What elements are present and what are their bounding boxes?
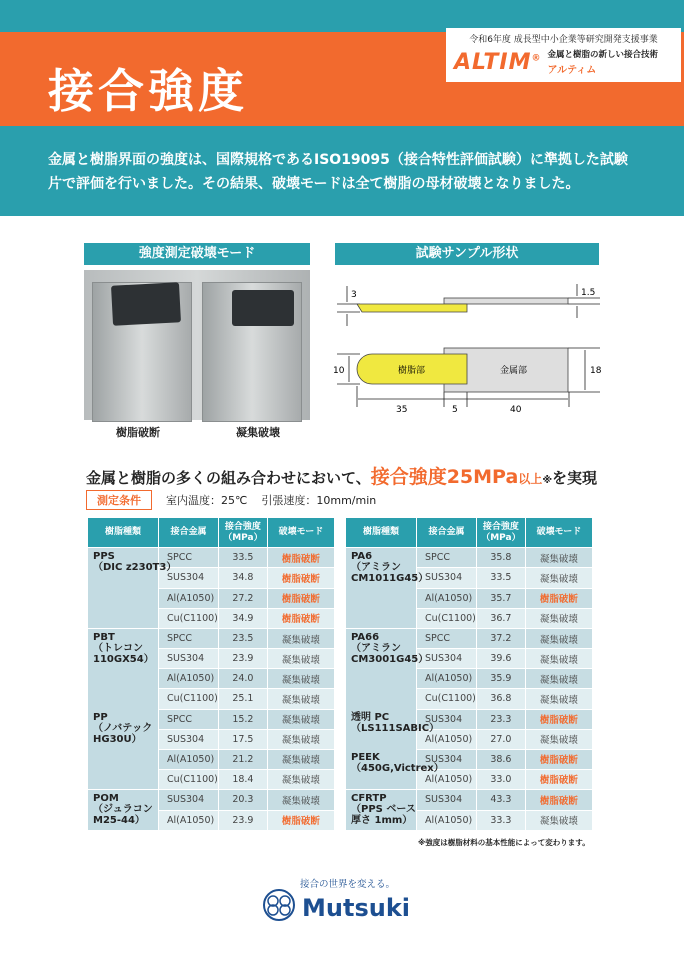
column-header: 接合強度 （MPa） bbox=[477, 518, 525, 548]
resin-type-label: PPS （DIC z230T3） bbox=[93, 551, 177, 573]
failure-mode-cell: 樹脂破断 bbox=[526, 750, 592, 770]
column-header: 樹脂種類 bbox=[346, 518, 416, 548]
mutsuki-logo bbox=[262, 878, 410, 922]
metal-cell: SUS304 bbox=[159, 568, 218, 588]
metal-cell: Al(A1050) bbox=[417, 589, 476, 609]
strength-cell: 23.5 bbox=[219, 629, 267, 649]
metal-cell: SUS304 bbox=[417, 568, 476, 588]
resin-type-cell bbox=[88, 790, 158, 831]
failure-mode-cell: 樹脂破断 bbox=[526, 790, 592, 811]
table-row bbox=[346, 629, 592, 649]
resin-type-label: PBT （トレコン 110GX54） bbox=[93, 632, 154, 665]
svg-text:1.5: 1.5 bbox=[581, 288, 596, 298]
metal-cell: SPCC bbox=[417, 629, 476, 649]
failure-mode-cell: 凝集破壊 bbox=[268, 629, 334, 649]
column-header: 接合金属 bbox=[159, 518, 218, 548]
metal-cell: SUS304 bbox=[159, 649, 218, 669]
table-row bbox=[346, 548, 592, 568]
photo-section-title: 強度測定破壊モード bbox=[84, 243, 310, 265]
strength-cell: 18.4 bbox=[219, 770, 267, 790]
failure-mode-cell: 凝集破壊 bbox=[268, 750, 334, 770]
svg-text:3: 3 bbox=[351, 290, 357, 300]
strength-cell: 36.7 bbox=[477, 609, 525, 629]
metal-cell: Al(A1050) bbox=[417, 770, 476, 790]
column-header: 接合強度 （MPa） bbox=[219, 518, 267, 548]
resin-type-label: CFRTP （PPS ベース 厚さ 1mm） bbox=[351, 793, 416, 826]
table-row bbox=[88, 629, 334, 649]
metal-cell: Al(A1050) bbox=[159, 589, 218, 609]
failure-mode-cell: 樹脂破断 bbox=[268, 609, 334, 629]
failure-mode-cell: 凝集破壊 bbox=[268, 689, 334, 709]
company-name: Mutsuki bbox=[302, 894, 410, 922]
failure-mode-cell: 凝集破壊 bbox=[526, 689, 592, 709]
failure-mode-cell: 樹脂破断 bbox=[268, 811, 334, 832]
strength-cell: 33.5 bbox=[219, 548, 267, 568]
test-conditions bbox=[86, 490, 376, 510]
metal-cell: Al(A1050) bbox=[417, 730, 476, 750]
strength-cell: 24.0 bbox=[219, 669, 267, 689]
strength-cell: 34.9 bbox=[219, 609, 267, 629]
failure-mode-cell: 凝集破壊 bbox=[526, 548, 592, 568]
results-table-left bbox=[87, 518, 335, 831]
caption-resin-fracture: 樹脂破断 bbox=[116, 426, 160, 439]
altim-kana: アルティム bbox=[547, 65, 597, 76]
metal-cell: SUS304 bbox=[159, 730, 218, 750]
altim-badge bbox=[446, 28, 681, 82]
strength-cell: 23.9 bbox=[219, 811, 267, 832]
failure-mode-cell: 樹脂破断 bbox=[268, 589, 334, 609]
failure-mode-cell: 凝集破壊 bbox=[526, 629, 592, 649]
strength-cell: 33.0 bbox=[477, 770, 525, 790]
table-row bbox=[88, 790, 334, 811]
metal-cell: Al(A1050) bbox=[159, 811, 218, 832]
failure-mode-cell: 凝集破壊 bbox=[526, 811, 592, 832]
resin-type-label: PA66 （アミラン CM3001G45） bbox=[351, 632, 429, 665]
failure-mode-cell: 凝集破壊 bbox=[526, 609, 592, 629]
resin-type-cell bbox=[346, 548, 429, 629]
strength-cell: 17.5 bbox=[219, 730, 267, 750]
resin-type-cell bbox=[346, 790, 416, 831]
metal-cell: SUS304 bbox=[417, 649, 476, 669]
failure-mode-cell: 凝集破壊 bbox=[526, 568, 592, 588]
metal-cell: SUS304 bbox=[417, 710, 476, 730]
metal-cell: Cu(C1100) bbox=[159, 689, 218, 709]
intro-text: 金属と樹脂界面の強度は、国際規格であるISO19095（接合特性評価試験）に準拠した試験片で評価を行いました。その結果、破壊モードは全て樹脂の母材破壊となりました。 bbox=[0, 126, 684, 216]
svg-text:18: 18 bbox=[590, 366, 602, 376]
program-name: 令和6年度 成長型中小企業等研究開発支援事業 bbox=[469, 35, 658, 45]
mutsuki-emblem-icon bbox=[262, 888, 296, 922]
failure-mode-cell: 樹脂破断 bbox=[526, 589, 592, 609]
metal-cell: SPCC bbox=[159, 629, 218, 649]
svg-text:40: 40 bbox=[510, 405, 522, 415]
headline: 金属と樹脂の多くの組み合わせにおいて、接合強度25MPa以上※を実現 bbox=[86, 466, 598, 488]
failure-mode-cell: 樹脂破断 bbox=[526, 710, 592, 730]
failure-mode-cell: 凝集破壊 bbox=[268, 649, 334, 669]
table-row bbox=[88, 548, 334, 568]
failure-mode-cell: 凝集破壊 bbox=[526, 669, 592, 689]
page-title: 接合強度 bbox=[48, 64, 248, 118]
resin-type-label: POM （ジュラコン M25-44） bbox=[93, 793, 153, 826]
svg-text:35: 35 bbox=[396, 405, 408, 415]
metal-cell: SPCC bbox=[159, 710, 218, 730]
slogan: 接合の世界を変える。 bbox=[300, 879, 396, 890]
altim-tagline: 金属と樹脂の新しい接合技術 bbox=[547, 50, 659, 60]
failure-mode-cell: 凝集破壊 bbox=[268, 730, 334, 750]
strength-cell: 23.3 bbox=[477, 710, 525, 730]
resin-part-label: 樹脂部 bbox=[398, 366, 426, 376]
resin-type-label: PA6 （アミラン CM1011G45） bbox=[351, 551, 429, 584]
tensile-speed: 引張速度：10mm/min bbox=[261, 494, 377, 507]
svg-text:10: 10 bbox=[333, 366, 345, 376]
resin-type-label: PP （ノバテック HG30U） bbox=[93, 712, 153, 745]
metal-cell: SPCC bbox=[159, 548, 218, 568]
strength-cell: 35.9 bbox=[477, 669, 525, 689]
sample-shape-diagram bbox=[330, 270, 610, 420]
metal-cell: Cu(C1100) bbox=[417, 689, 476, 709]
strength-cell: 35.7 bbox=[477, 589, 525, 609]
metal-cell: Al(A1050) bbox=[159, 669, 218, 689]
table-row bbox=[346, 790, 592, 811]
strength-cell: 25.1 bbox=[219, 689, 267, 709]
fracture-photo bbox=[84, 270, 310, 420]
strength-cell: 35.8 bbox=[477, 548, 525, 568]
metal-cell: Al(A1050) bbox=[417, 669, 476, 689]
room-temperature: 室内温度：25℃ bbox=[166, 494, 248, 507]
metal-cell: SUS304 bbox=[417, 750, 476, 770]
metal-cell: Al(A1050) bbox=[417, 811, 476, 832]
failure-mode-cell: 凝集破壊 bbox=[526, 730, 592, 750]
failure-mode-cell: 凝集破壊 bbox=[526, 649, 592, 669]
failure-mode-cell: 樹脂破断 bbox=[526, 770, 592, 790]
strength-cell: 23.9 bbox=[219, 649, 267, 669]
failure-mode-cell: 樹脂破断 bbox=[268, 548, 334, 568]
strength-cell: 21.2 bbox=[219, 750, 267, 770]
resin-type-cell bbox=[88, 548, 177, 629]
failure-mode-cell: 凝集破壊 bbox=[268, 790, 334, 811]
altim-logo: ALTIM® bbox=[454, 50, 542, 75]
svg-text:5: 5 bbox=[452, 405, 458, 415]
failure-mode-cell: 凝集破壊 bbox=[268, 770, 334, 790]
metal-cell: SPCC bbox=[417, 548, 476, 568]
failure-mode-cell: 凝集破壊 bbox=[268, 710, 334, 730]
column-header: 接合金属 bbox=[417, 518, 476, 548]
strength-cell: 20.3 bbox=[219, 790, 267, 811]
strength-cell: 27.0 bbox=[477, 730, 525, 750]
metal-cell: Cu(C1100) bbox=[417, 609, 476, 629]
column-header: 樹脂種類 bbox=[88, 518, 158, 548]
strength-cell: 37.2 bbox=[477, 629, 525, 649]
column-header: 破壊モード bbox=[526, 518, 592, 548]
resin-type-label: 透明 PC （LS111SABIC） bbox=[351, 712, 440, 734]
metal-part-label: 金属部 bbox=[500, 366, 528, 376]
strength-cell: 39.6 bbox=[477, 649, 525, 669]
metal-cell: Cu(C1100) bbox=[159, 609, 218, 629]
strength-cell: 36.8 bbox=[477, 689, 525, 709]
strength-cell: 27.2 bbox=[219, 589, 267, 609]
strength-cell: 38.6 bbox=[477, 750, 525, 770]
strength-cell: 34.8 bbox=[219, 568, 267, 588]
strength-cell: 15.2 bbox=[219, 710, 267, 730]
metal-cell: Cu(C1100) bbox=[159, 770, 218, 790]
strength-cell: 33.3 bbox=[477, 811, 525, 832]
metal-cell: Al(A1050) bbox=[159, 750, 218, 770]
footnote: ※強度は樹脂材料の基本性能によって変わります。 bbox=[418, 838, 590, 847]
results-table-right bbox=[345, 518, 593, 831]
resin-type-cell bbox=[88, 629, 158, 790]
resin-type-label: PEEK （450G,Victrex） bbox=[351, 752, 444, 774]
column-header: 破壊モード bbox=[268, 518, 334, 548]
failure-mode-cell: 樹脂破断 bbox=[268, 568, 334, 588]
sample-section-title: 試験サンプル形状 bbox=[335, 243, 599, 265]
failure-mode-cell: 凝集破壊 bbox=[268, 669, 334, 689]
strength-cell: 43.3 bbox=[477, 790, 525, 811]
metal-cell: SUS304 bbox=[159, 790, 218, 811]
conditions-tag: 測定条件 bbox=[86, 490, 152, 510]
metal-cell: SUS304 bbox=[417, 790, 476, 811]
caption-cohesive-failure: 凝集破壊 bbox=[236, 426, 280, 439]
strength-cell: 33.5 bbox=[477, 568, 525, 588]
